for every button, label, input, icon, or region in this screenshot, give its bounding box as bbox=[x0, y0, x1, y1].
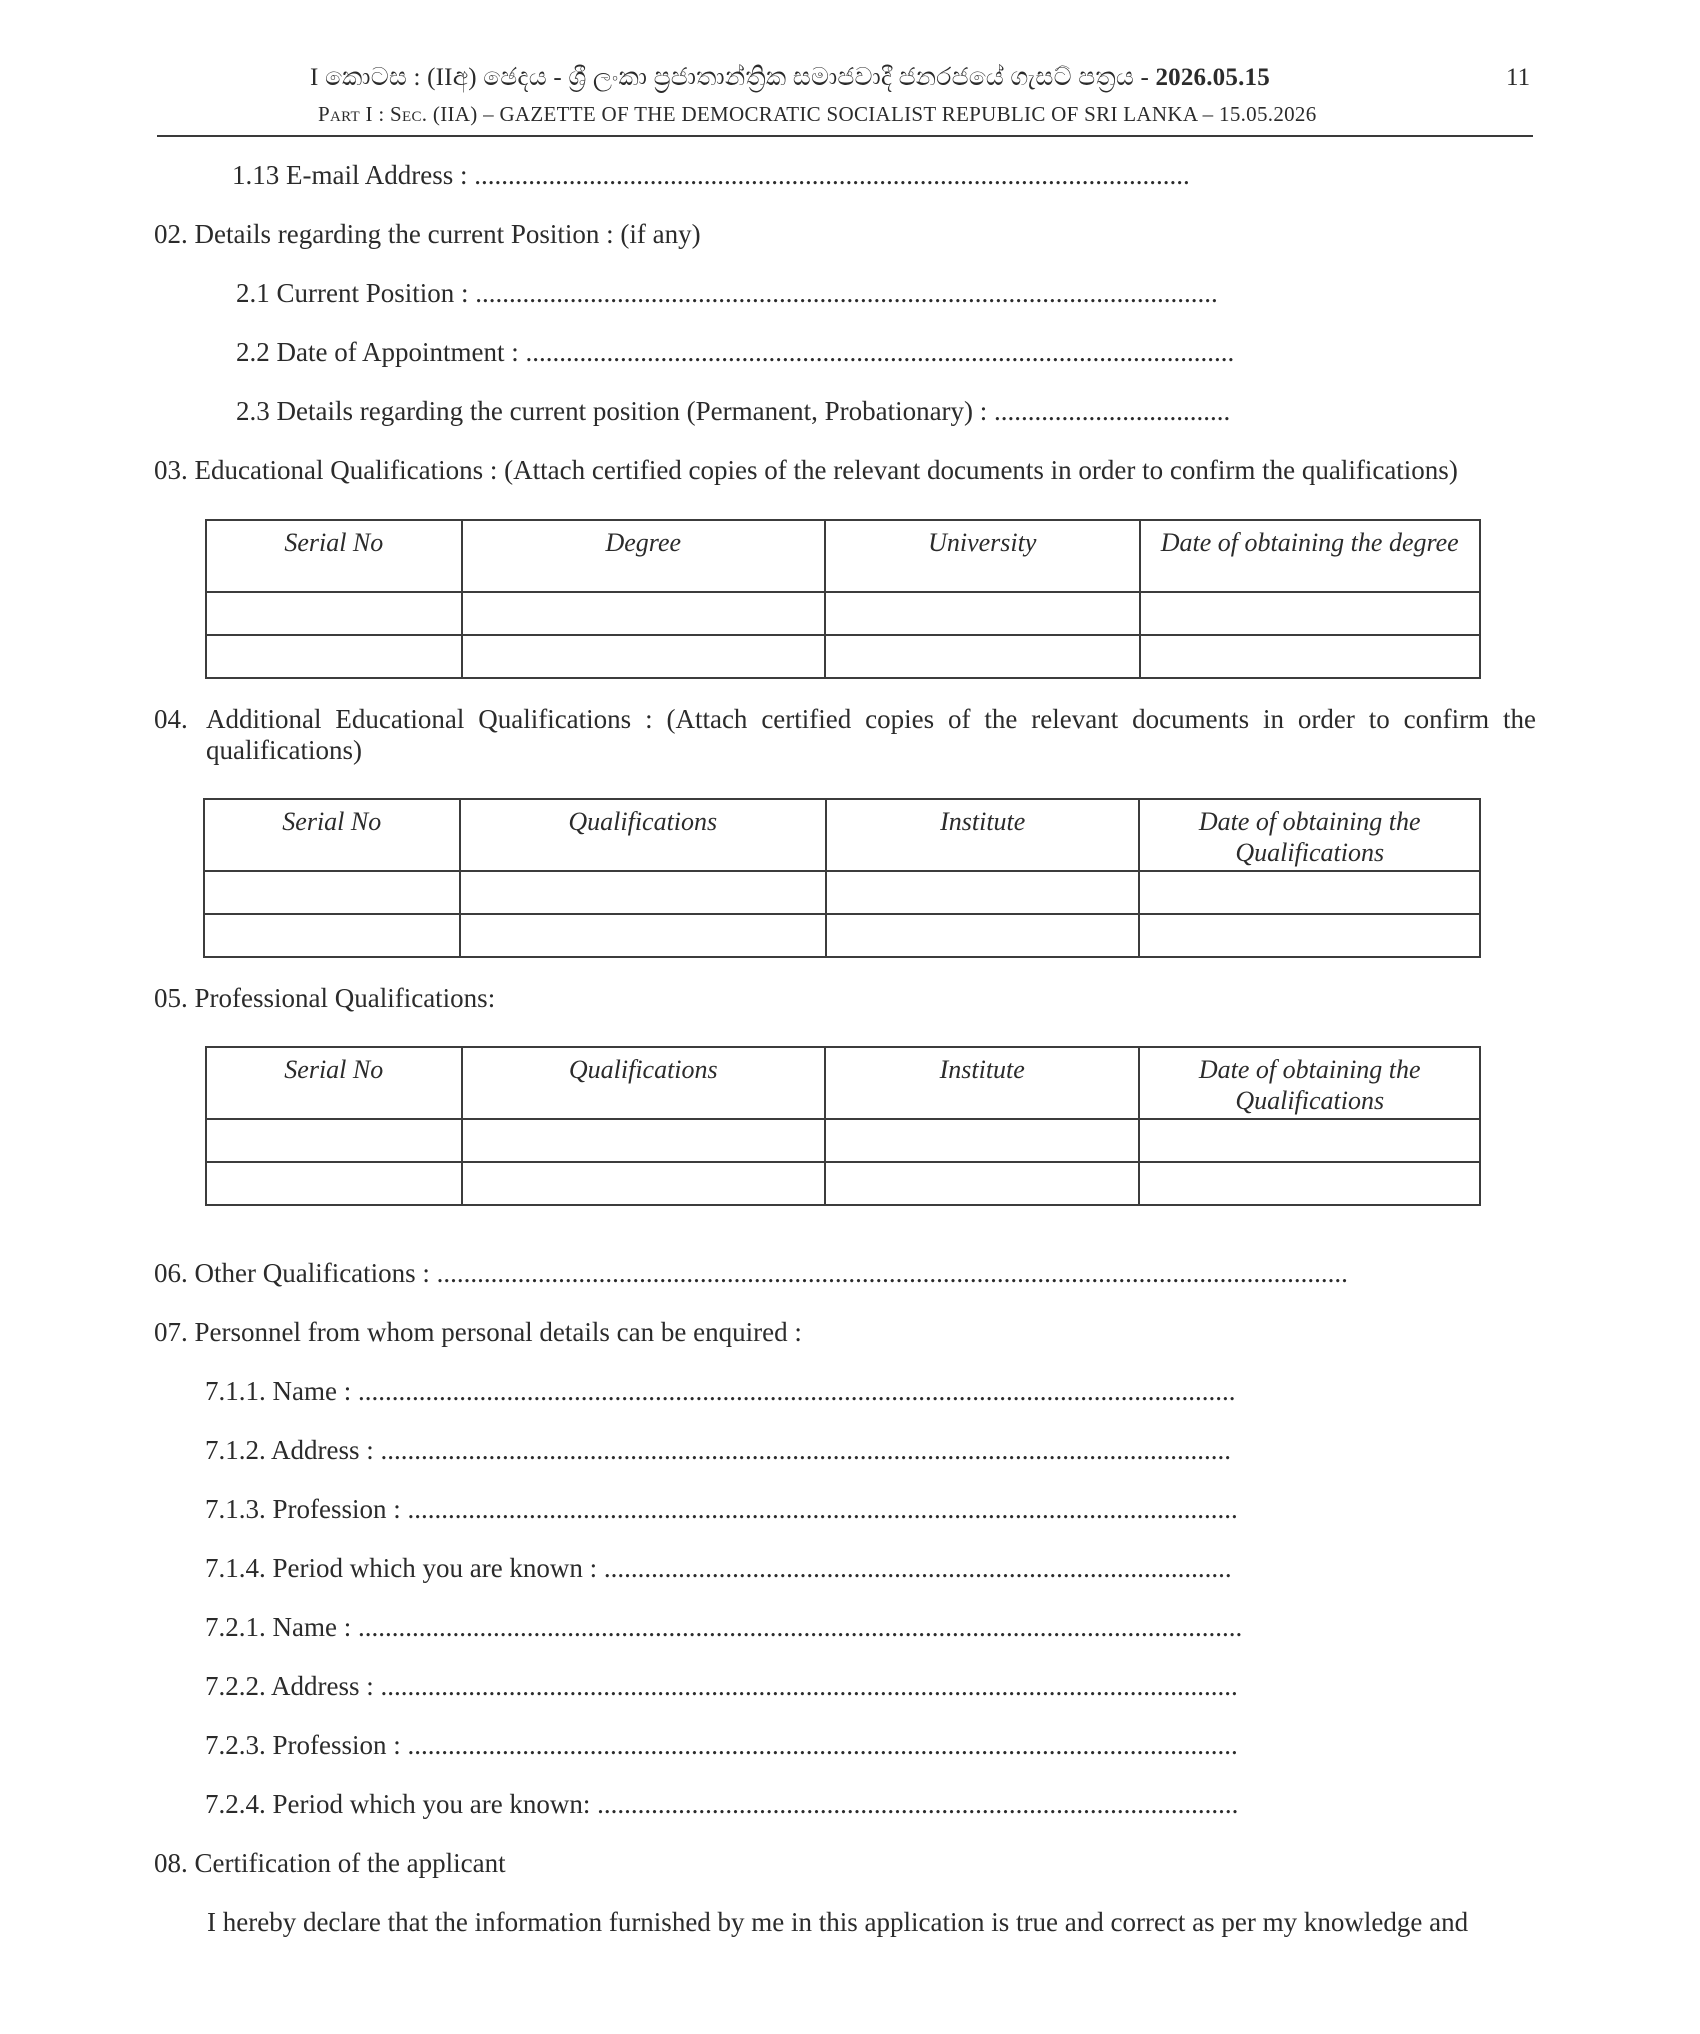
table-cell-degree[interactable] bbox=[462, 635, 825, 678]
declaration-text: I hereby declare that the information furnished by me in this application is true and correct as per my knowledge and bbox=[207, 1907, 1469, 1937]
table-cell-date[interactable] bbox=[1139, 871, 1480, 914]
table-cell-degree[interactable] bbox=[462, 592, 825, 635]
table-row bbox=[206, 1119, 1480, 1162]
table-cell-serial[interactable] bbox=[204, 914, 460, 957]
table-cell-qualification[interactable] bbox=[460, 914, 826, 957]
additional-heading bbox=[154, 704, 1536, 765]
current-position-heading: 02. Details regarding the current Position : (if any) bbox=[154, 219, 701, 249]
educational-heading: 03. Educational Qualifications : (Attach certified copies of the relevant documents in order to confirm the qualifications) bbox=[154, 455, 1458, 485]
header-english: Part I : Sec. (IIA) – GAZETTE OF THE DEMOCRATIC SOCIALIST REPUBLIC OF SRI LANKA – 15.05.2026 bbox=[318, 102, 1317, 126]
col-qualifications: Qualifications bbox=[460, 799, 826, 871]
table-row bbox=[206, 592, 1480, 635]
table-cell-serial[interactable] bbox=[206, 1119, 462, 1162]
table-cell-university[interactable] bbox=[825, 635, 1140, 678]
professional-heading: 05. Professional Qualifications: bbox=[154, 983, 496, 1013]
table-header-row bbox=[204, 799, 1480, 871]
table-cell-date[interactable] bbox=[1140, 635, 1481, 678]
table-cell-date[interactable] bbox=[1139, 1162, 1480, 1205]
table-cell-qualification[interactable] bbox=[462, 1119, 825, 1162]
table-row bbox=[206, 1162, 1480, 1205]
additional-heading-num: 04. bbox=[154, 704, 188, 734]
col-qualifications: Qualifications bbox=[462, 1047, 825, 1119]
table-row bbox=[204, 914, 1480, 957]
ref2-address-field[interactable]: 7.2.2. Address : ............................................................................................................................... bbox=[205, 1671, 1238, 1701]
personnel-heading: 07. Personnel from whom personal details can be enquired : bbox=[154, 1317, 802, 1347]
header-sinhala-date: 2026.05.15 bbox=[1155, 64, 1270, 91]
table-cell-serial[interactable] bbox=[206, 635, 462, 678]
professional-table bbox=[205, 1046, 1481, 1206]
date-of-appointment-field[interactable]: 2.2 Date of Appointment : ......................................................................................................... bbox=[236, 337, 1235, 367]
table-header-row bbox=[206, 1047, 1480, 1119]
col-date-obtained: Date of obtaining the Qualifications bbox=[1139, 799, 1480, 871]
table-cell-university[interactable] bbox=[825, 592, 1140, 635]
col-date-obtained: Date of obtaining the degree bbox=[1140, 520, 1481, 592]
col-degree: Degree bbox=[462, 520, 825, 592]
table-cell-qualification[interactable] bbox=[462, 1162, 825, 1205]
header-rule bbox=[157, 135, 1533, 137]
ref2-profession-field[interactable]: 7.2.3. Profession : ........................................................................................................................... bbox=[205, 1730, 1238, 1760]
current-position-field[interactable]: 2.1 Current Position : .............................................................................................................. bbox=[236, 278, 1218, 308]
table-row bbox=[204, 871, 1480, 914]
page-number: 11 bbox=[1506, 64, 1531, 91]
col-institute: Institute bbox=[825, 1047, 1139, 1119]
col-university: University bbox=[825, 520, 1140, 592]
table-cell-date[interactable] bbox=[1139, 1119, 1480, 1162]
table-cell-date[interactable] bbox=[1140, 592, 1481, 635]
header-sinhala bbox=[310, 64, 1390, 92]
table-cell-institute[interactable] bbox=[826, 914, 1139, 957]
table-cell-date[interactable] bbox=[1139, 914, 1480, 957]
ref1-period-field[interactable]: 7.1.4. Period which you are known : ............................................................................................. bbox=[205, 1553, 1232, 1583]
header-sinhala-title: I කොටස : (IIඅ) ඡෙදය - ශ්‍රී ලංකා ප්‍රජාතාන්ත්‍රික සමාජවාදී ජනරජයේ ගැසට් පත්‍රය - bbox=[310, 64, 1149, 91]
table-cell-institute[interactable] bbox=[825, 1162, 1139, 1205]
col-institute: Institute bbox=[826, 799, 1139, 871]
certification-heading: 08. Certification of the applicant bbox=[154, 1848, 506, 1878]
col-date-obtained: Date of obtaining the Qualifications bbox=[1139, 1047, 1480, 1119]
additional-heading-text: Additional Educational Qualifications : (Attach certified copies of the relevant documents in order to confirm the qualifications) bbox=[206, 704, 1536, 765]
table-cell-institute[interactable] bbox=[825, 1119, 1139, 1162]
ref1-address-field[interactable]: 7.1.2. Address : .............................................................................................................................. bbox=[205, 1435, 1231, 1465]
col-serial-no: Serial No bbox=[206, 520, 462, 592]
educational-table bbox=[205, 519, 1481, 679]
ref1-name-field[interactable]: 7.1.1. Name : .................................................................................................................................. bbox=[205, 1376, 1236, 1406]
table-row bbox=[206, 635, 1480, 678]
col-serial-no: Serial No bbox=[204, 799, 460, 871]
table-cell-qualification[interactable] bbox=[460, 871, 826, 914]
col-serial-no: Serial No bbox=[206, 1047, 462, 1119]
additional-table bbox=[203, 798, 1481, 958]
email-field[interactable]: 1.13 E-mail Address : .......................................................................................................... bbox=[232, 160, 1190, 190]
position-details-field[interactable]: 2.3 Details regarding the current position (Permanent, Probationary) : ................................... bbox=[236, 396, 1231, 426]
ref2-period-field[interactable]: 7.2.4. Period which you are known: ............................................................................................... bbox=[205, 1789, 1239, 1819]
table-cell-serial[interactable] bbox=[206, 1162, 462, 1205]
table-header-row bbox=[206, 520, 1480, 592]
table-cell-serial[interactable] bbox=[204, 871, 460, 914]
table-cell-serial[interactable] bbox=[206, 592, 462, 635]
ref1-profession-field[interactable]: 7.1.3. Profession : ........................................................................................................................... bbox=[205, 1494, 1238, 1524]
other-qualifications-field[interactable]: 06. Other Qualifications : ....................................................................................................................................... bbox=[154, 1258, 1348, 1288]
ref2-name-field[interactable]: 7.2.1. Name : ................................................................................................................................... bbox=[205, 1612, 1243, 1642]
table-cell-institute[interactable] bbox=[826, 871, 1139, 914]
